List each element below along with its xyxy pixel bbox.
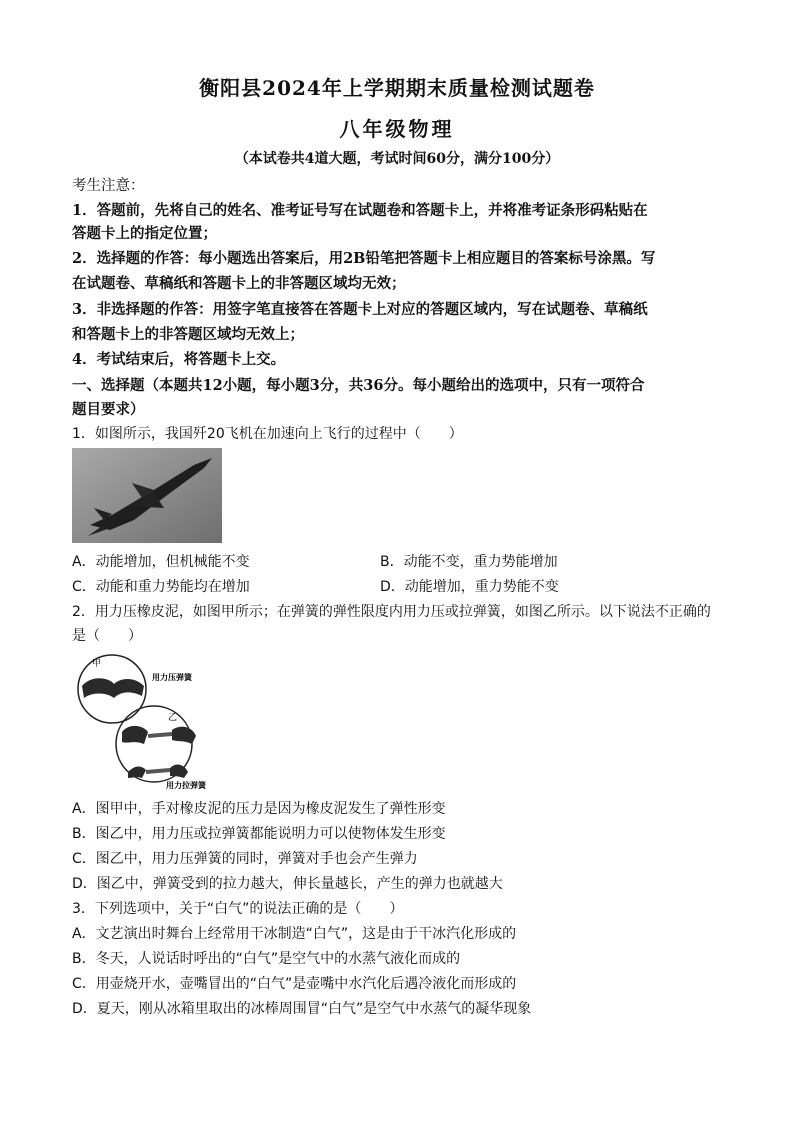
- figure-label-press: 用力压弹簧: [152, 673, 192, 682]
- exam-note: （本试卷共4道大题，考试时间60分，满分100分）: [234, 151, 560, 167]
- question-1-option-d: D．动能增加，重力势能不变: [380, 579, 559, 595]
- question-2-option-b: B．图乙中，用力压或拉弹簧都能说明力可以使物体发生形变: [72, 826, 446, 842]
- question-2-option-c: C．图乙中，用力压弹簧的同时，弹簧对手也会产生弹力: [72, 851, 418, 867]
- question-3-stem: 3．下列选项中，关于“白气”的说法正确的是（ ）: [72, 901, 404, 917]
- question-1-stem: 1．如图所示，我国歼20飞机在加速向上飞行的过程中（ ）: [72, 426, 463, 442]
- exam-subject: 八年级物理: [339, 117, 455, 141]
- question-3-option-d: D．夏天，刚从冰箱里取出的冰棒周围冒“白气”是空气中水蒸气的凝华现象: [72, 1001, 532, 1017]
- section-heading-cont: 题目要求）: [72, 401, 145, 418]
- question-1-option-b: B．动能不变，重力势能增加: [380, 554, 558, 570]
- question-1-option-a: A．动能增加，但机械能不变: [72, 554, 250, 570]
- instruction-line: 4．考试结束后，将答题卡上交。: [72, 351, 286, 368]
- question-1-option-c: C．动能和重力势能均在增加: [72, 579, 250, 595]
- question-3-option-a: A．文艺演出时舞台上经常用干冰制造“白气”，这是由于干冰汽化形成的: [72, 926, 517, 942]
- figure-label-yi: 乙: [168, 713, 178, 723]
- instructions-heading: 考生注意：: [72, 178, 145, 194]
- spring-figure: [72, 652, 222, 792]
- figure-label-pull: 用力拉弹簧: [166, 781, 206, 790]
- instruction-line: 3．非选择题的作答：用签字笔直接答在答题卡上对应的答题区域内，写在试题卷、草稿纸: [72, 301, 648, 318]
- instruction-line: 在试题卷、草稿纸和答题卡上的非答题区域均无效；: [72, 275, 406, 292]
- instruction-line: 2．选择题的作答：每小题选出答案后，用2B铅笔把答题卡上相应题目的答案标号涂黑。写: [72, 250, 656, 267]
- fighter-jet-image: [72, 448, 222, 543]
- question-3-option-b: B．冬天，人说话时呼出的“白气”是空气中的水蒸气液化而成的: [72, 951, 461, 967]
- question-2-stem: 2．用力压橡皮泥，如图甲所示；在弹簧的弹性限度内用力压或拉弹簧，如图乙所示。以下说法不正确的: [72, 604, 711, 620]
- instruction-line: 答题卡上的指定位置；: [72, 225, 217, 242]
- instruction-line: 和答题卡上的非答题区域均无效上；: [72, 326, 304, 343]
- question-2-option-a: A．图甲中，手对橡皮泥的压力是因为橡皮泥发生了弹性形变: [72, 801, 446, 817]
- instruction-line: 1．答题前，先将自己的姓名、准考证号写在试题卷和答题卡上，并将准考证条形码粘贴在: [72, 202, 648, 219]
- figure-label-jia: 甲: [92, 659, 102, 669]
- question-3-option-c: C．用壶烧开水，壶嘴冒出的“白气”是壶嘴中水汽化后遇冷液化而形成的: [72, 976, 517, 992]
- question-2-stem-cont: 是（ ）: [72, 628, 142, 644]
- exam-title: 衡阳县2024年上学期期末质量检测试题卷: [199, 76, 595, 100]
- question-2-option-d: D．图乙中，弹簧受到的拉力越大，伸长量越长，产生的弹力也就越大: [72, 876, 503, 892]
- section-heading: 一、选择题（本题共12小题，每小题3分，共36分。每小题给出的选项中，只有一项符合: [72, 377, 645, 394]
